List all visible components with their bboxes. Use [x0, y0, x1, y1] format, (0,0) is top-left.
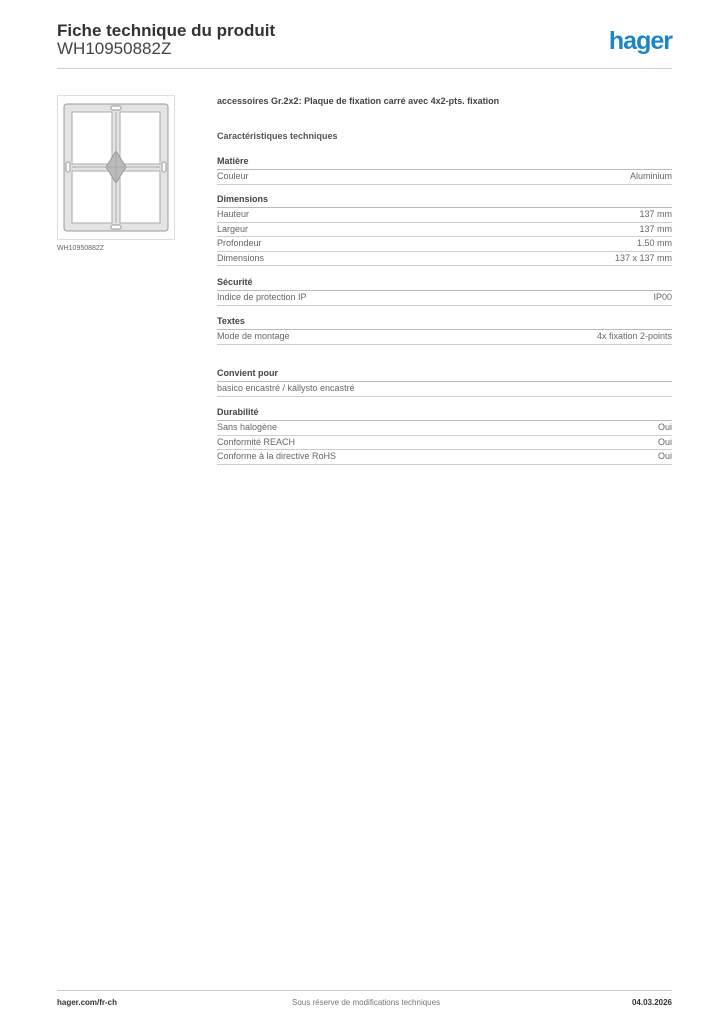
spec-section: [217, 407, 672, 465]
spec-label: Couleur: [217, 171, 249, 181]
spec-label: Indice de protection IP: [217, 292, 307, 302]
spec-section: [217, 194, 672, 266]
spec-row: [217, 436, 672, 451]
spec-label: Hauteur: [217, 209, 250, 219]
spec-label: Profondeur: [217, 238, 262, 248]
spec-value: 1.50 mm: [636, 238, 672, 248]
spec-label: Mode de montage: [217, 331, 290, 341]
spec-label: Conforme à la directive RoHS: [217, 451, 337, 461]
spec-row: [217, 291, 672, 306]
section-heading: Matière: [217, 156, 672, 170]
spec-row: [217, 382, 672, 397]
spec-row: [217, 252, 672, 267]
product-code: WH10950882Z: [57, 39, 172, 58]
page-title: Fiche technique du produit: [57, 21, 276, 40]
section-heading: Dimensions: [217, 194, 672, 208]
spec-row: [217, 330, 672, 345]
spec-section: [217, 368, 672, 397]
spec-row: [217, 450, 672, 465]
section-heading: Textes: [217, 316, 672, 330]
spec-label: Sans halogène: [217, 422, 278, 432]
section-heading: Durabilité: [217, 407, 672, 421]
mounting-plate-icon: [58, 96, 174, 239]
spec-label: basico encastré / kallysto encastré: [217, 383, 355, 393]
section-heading: Sécurité: [217, 277, 672, 291]
spec-label: Conformité REACH: [217, 436, 296, 447]
spec-label: Largeur: [217, 223, 249, 234]
product-image: [57, 95, 175, 240]
spec-value: Oui: [657, 436, 672, 447]
spec-value: Oui: [657, 451, 672, 461]
spec-value: Oui: [657, 422, 672, 432]
product-description: accessoires Gr.2x2: Plaque de fixation carré avec 4x2-pts. fixation: [217, 96, 500, 106]
footer-note: Sous réserve de modifications techniques: [292, 998, 441, 1007]
header-divider: [57, 68, 672, 69]
section-heading: Convient pour: [217, 368, 672, 382]
spec-value: 137 mm: [639, 209, 672, 219]
spec-section: [217, 277, 672, 306]
spec-row: [217, 223, 672, 238]
spec-section: [217, 316, 672, 345]
spec-section: [217, 156, 672, 185]
spec-value: Aluminium: [629, 171, 672, 181]
spec-value: 137 x 137 mm: [614, 252, 672, 263]
footer-divider: [57, 990, 672, 991]
spec-row: [217, 170, 672, 185]
spec-row: [217, 208, 672, 223]
footer-website[interactable]: hager.com/fr-ch: [57, 998, 118, 1007]
spec-value: IP00: [653, 292, 672, 302]
spec-value: 137 mm: [639, 223, 672, 234]
spec-row: [217, 421, 672, 436]
spec-label: Dimensions: [217, 252, 265, 263]
image-caption: WH10950882Z: [57, 245, 105, 252]
spec-row: [217, 237, 672, 252]
specs-subtitle: Caractéristiques techniques: [217, 131, 338, 141]
hager-logo: hager: [608, 27, 672, 55]
spec-value: 4x fixation 2-points: [596, 331, 672, 341]
footer-date: 04.03.2026: [631, 998, 672, 1007]
